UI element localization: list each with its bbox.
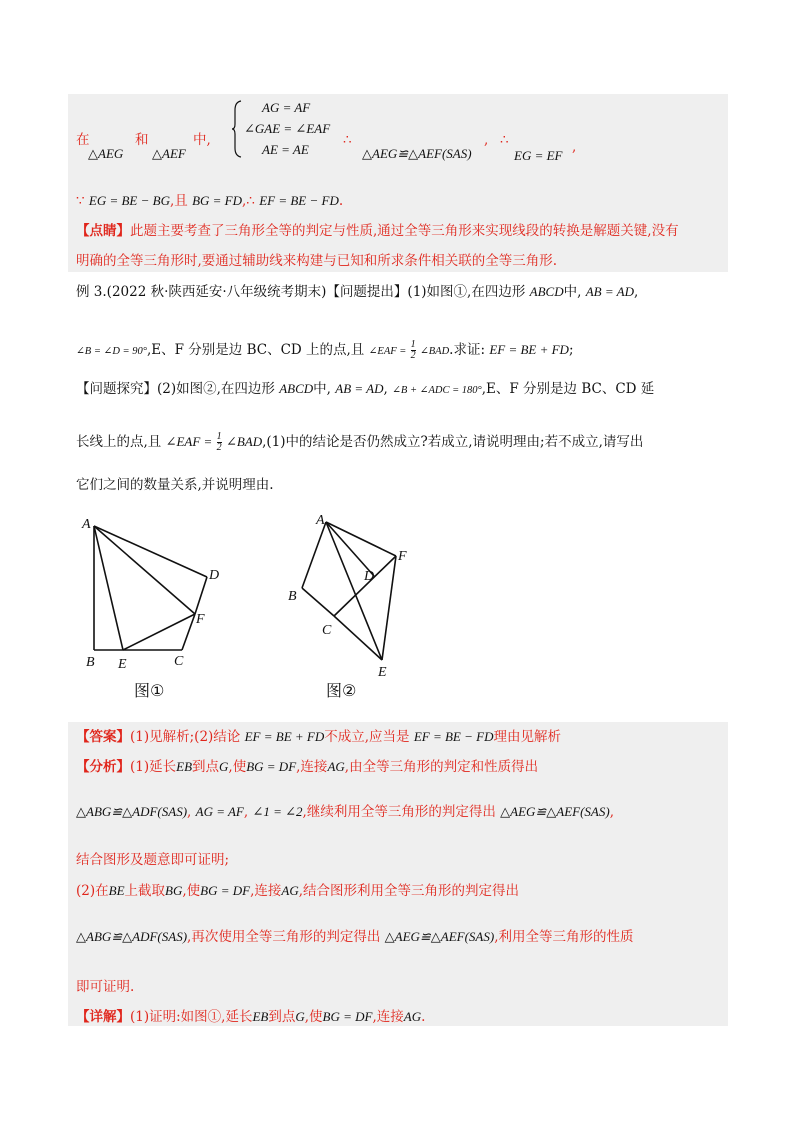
system-brace	[232, 100, 242, 158]
zhong-label: 中,	[193, 132, 211, 148]
therefore-1: ∴	[343, 132, 352, 148]
example-line-4: 长线上的点,且 ∠EAF = $\frac{1}{2}$ ∠BAD,(1)中的结论是否仍然成立?若成立,请说明理由;若不成立,请写出	[76, 431, 644, 453]
therefore-2: ∴	[500, 132, 509, 148]
fig1-edge-af	[94, 526, 195, 614]
example-line-1: 例 3.(2022 秋·陕西延安·八年级统考期末)【问题提出】(1)如图①,在四边形 ABCD中, AB = AD,	[76, 284, 639, 300]
fig2-edge-ad	[326, 522, 374, 576]
analysis-line-4: (2)在BE上截取BG,使BG = DF,连接AG,结合图形利用全等三角形的判定得出	[76, 883, 520, 899]
congruence-aeg-aef: △AEG≌△AEF(SAS)	[362, 146, 472, 161]
analysis-line-1: 【分析】(1)延长EB到点G,使BG = DF,连接AG,由全等三角形的判定和性质得出	[76, 759, 539, 775]
fig2-caption: 图②	[326, 681, 357, 700]
example-line-3: 【问题探究】(2)如图②,在四边形 ABCD中, AB = AD, ∠B + ∠ADC = 180°,E、F 分别是边 BC、CD 延	[76, 381, 655, 397]
fig2-label-d: D	[364, 569, 375, 584]
fraction-half-2: $\frac{1}{2}$	[216, 431, 222, 453]
analysis-line-3: 结合图形及题意即可证明;	[76, 852, 230, 868]
conclusion-eg-ef: EG = EF	[514, 148, 563, 163]
fig2-edge-fe	[382, 556, 396, 660]
he-label: 和	[135, 132, 149, 148]
fig2-edge-bc	[302, 588, 334, 616]
fig1-label-d: D	[209, 568, 220, 583]
dianjing-label: 【点睛】	[76, 223, 130, 239]
solution-line-1: 在	[76, 132, 90, 148]
solution-line-2: ∵ EG = BE − BG,且 BG = FD,∴ EF = BE − FD.	[76, 193, 344, 209]
sep-comma: ,	[484, 132, 489, 148]
detail-label: 【详解】	[76, 1009, 130, 1025]
analysis-line-2: △ABG≌△ADF(SAS), AG = AF, ∠1 = ∠2,继续利用全等三角形的判定得出 △AEG≌△AEF(SAS),	[76, 804, 615, 820]
answer-line: 【答案】(1)见解析;(2)结论 EF = BE + FD不成立,应当是 EF = BE − FD理由见解析	[76, 729, 561, 745]
fig1-label-f: F	[196, 612, 205, 627]
detail-line: 【详解】(1)证明:如图①,延长EB到点G,使BG = DF,连接AG.	[76, 1009, 426, 1025]
system-eq-2: ∠GAE = ∠EAF	[244, 121, 331, 136]
fig2-label-f: F	[398, 549, 407, 564]
example-line-5: 它们之间的数量关系,并说明理由.	[76, 477, 274, 493]
figure-2	[282, 508, 422, 703]
end-comma: ,	[572, 139, 577, 155]
fig2-edge-ce	[334, 616, 382, 660]
fig1-label-e: E	[118, 657, 127, 672]
fig2-label-e: E	[378, 665, 387, 680]
tri-aef-label: △AEF	[152, 146, 186, 161]
fig2-edge-af	[326, 522, 396, 556]
example-line-2: ∠B = ∠D = 90°,E、F 分别是边 BC、CD 上的点,且 ∠EAF = $\frac{1}{2}$ ∠BAD.求证: EF = BE + FD;	[76, 339, 574, 361]
system-eq-3: AE = AE	[262, 142, 309, 157]
fig2-label-c: C	[322, 623, 332, 638]
fig1-edge-ae	[94, 526, 123, 650]
fig1-edge-fd	[195, 577, 207, 614]
system-eq-1: AG = AF	[262, 100, 311, 115]
tri-aeg-label: △AEG	[88, 146, 124, 161]
solution-box-top	[68, 94, 728, 272]
answer-label: 【答案】	[76, 729, 130, 745]
fraction-half: $\frac{1}{2}$	[410, 339, 416, 361]
analysis-line-5: △ABG≌△ADF(SAS),再次使用全等三角形的判定得出 △AEG≌△AEF(SAS),利用全等三角形的性质	[76, 929, 634, 945]
analysis-label: 【分析】	[76, 759, 130, 775]
figure-1	[78, 512, 238, 702]
dianjing-line-1: 【点睛】此题主要考查了三角形全等的判定与性质,通过全等三角形来实现线段的转换是解题关键,没有	[76, 223, 679, 239]
fig1-edge-ad	[94, 526, 207, 577]
analysis-line-6: 即可证明.	[76, 979, 135, 995]
fig1-label-b: B	[86, 655, 95, 670]
fig2-edge-ab	[302, 522, 326, 588]
fig2-edge-ae	[326, 522, 382, 660]
fig1-caption: 图①	[134, 681, 165, 700]
fig1-label-a: A	[82, 517, 91, 532]
fig2-label-a: A	[316, 513, 325, 528]
fig2-label-b: B	[288, 589, 297, 604]
fig1-label-c: C	[174, 654, 184, 669]
dianjing-line-2: 明确的全等三角形时,要通过辅助线来构建与已知和所求条件相关联的全等三角形.	[76, 253, 558, 269]
